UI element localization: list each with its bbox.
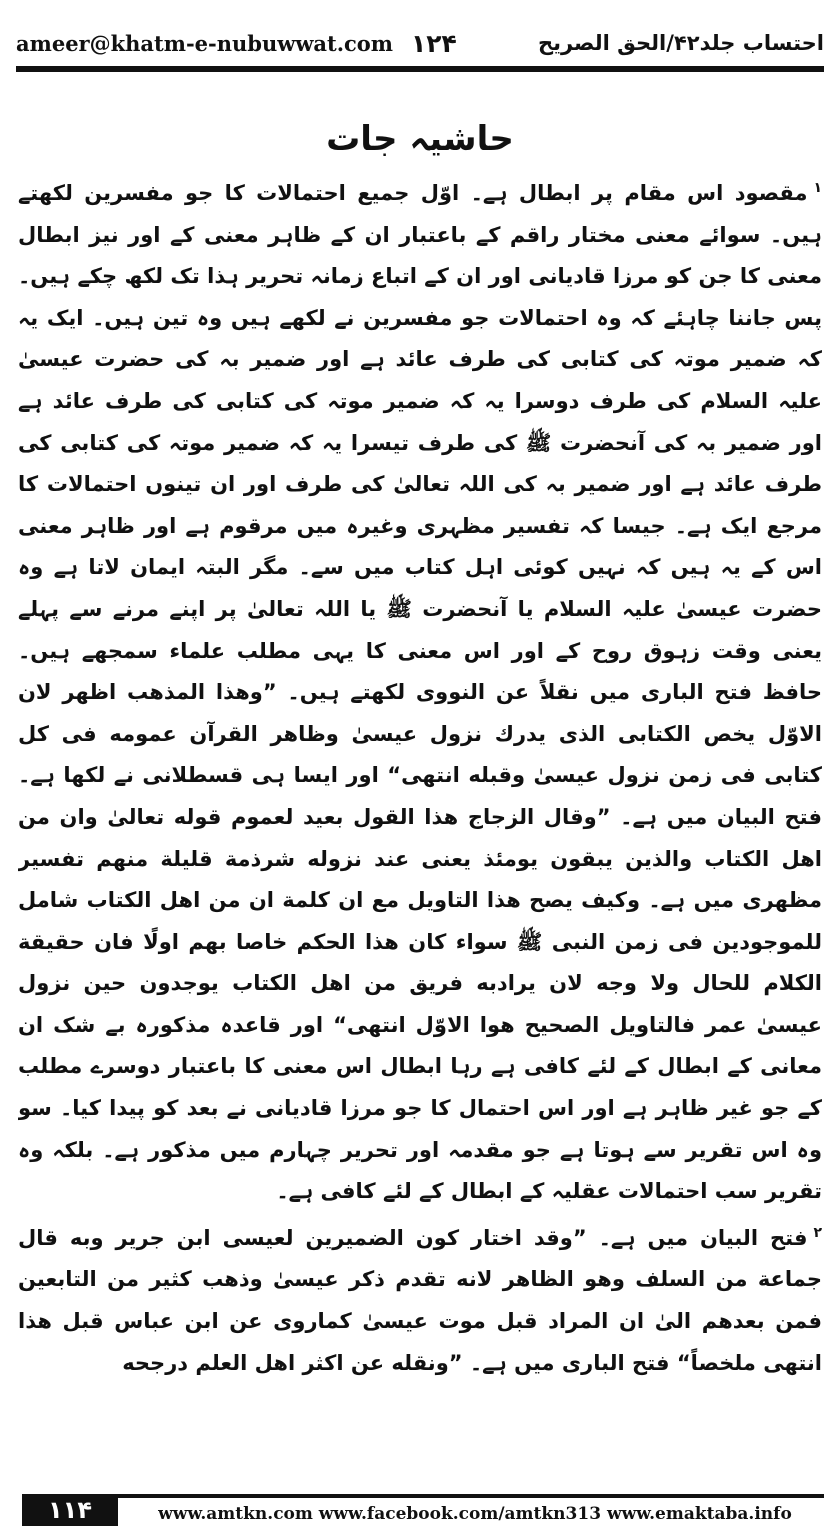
footnote-1 (18, 168, 822, 1213)
footer-links: www.amtkn.com www.facebook.com/amtkn313 www.emaktaba.info (158, 1504, 792, 1524)
header-left (16, 29, 457, 58)
section-heading: حاشیہ جات (326, 119, 514, 159)
header-book-title: احتساب جلد۴۲/الحق الصریح (537, 31, 824, 55)
footnote-1-text: مقصود اس مقام پر ابطال ہے۔ اوّل جمیع احتمالات کا جو مفسرین لکھتے ہیں۔ سوائے معنی مختار راقم کے باعتبار ان کے ظاہر معنی کے اور نیز ابطال معنی کا جن کو مرزا قادیانی اور ان کے اتباع زمانہ تحریر ہذا تک لکھ چکے ہیں۔ پس جاننا چاہئے کہ وہ احتمالات جو مفسرین نے لکھے ہیں وہ تین ہیں۔ ایک یہ کہ ضمیر موتہ کی کتابی کی طرف عائد ہے اور ضمیر بہ کی حضرت عیسیٰ علیہ السلام کی طرف دوسرا یہ کہ ضمیر موتہ کی کتابی کی طرف عائد ہے اور ضمیر بہ کی آنحضرت ﷺ کی طرف تیسرا یہ کہ ضمیر موتہ کی کتابی کی طرف عائد ہے اور ضمیر بہ کی اللہ تعالیٰ کی طرف اور ان تینوں احتمالات کا مرجع ایک ہے۔ جیسا کہ تفسیر مظہری وغیرہ میں مرقوم ہے اور ظاہر معنی اس کے یہ ہیں کہ نہیں کوئی اہل کتاب میں سے۔ مگر البتہ ایمان لاتا ہے وہ حضرت عیسیٰ علیہ السلام یا آنحضرت ﷺ یا اللہ تعالیٰ پر اپنے مرنے سے پہلے یعنی وقت زہوق روح کے اور اس معنی کا یہی مطلب علماء سمجھے ہیں۔ حافظ فتح الباری میں نقلاً عن النووی لکھتے ہیں۔ ”وهذا المذهب اظهر لان الاوّل يخص الكتابى الذى يدرك نزول عيسىٰ وظاهر القرآن عمومه فى كل كتابى فى زمن نزول عيسىٰ وقبله انتهى“ اور ایسا ہی قسطلانی نے لکھا ہے۔ فتح البیان میں ہے۔ ”وقال الزجاج هذا القول بعيد لعموم قوله تعالىٰ وان من اهل الكتاب والذين يبقون يومئذ يعنى عند نزوله شرذمة قليلة منهم تفسير مظهرى میں ہے۔ وكيف يصح هذا التاويل مع ان كلمة ان من اهل الكتاب شامل للموجودين فى زمن النبى ﷺ سواء كان هذا الحكم خاصا بهم اولًا فان حقيقة الكلام للحال ولا وجه لان يرادبه فريق من اهل الكتاب يوجدون حين نزول عيسىٰ عمر فالتاويل الصحيح هوا الاوّل انتهى“ اور قاعدہ مذکورہ بے شک ان معانی کے ابطال کے لئے کافی ہے رہا ابطال اس معنی کا باعتبار دوسرے مطلب کے جو غیر ظاہر ہے اور اس احتمال کا جو مرزا قادیانی نے بعد کو پیدا کیا۔ سو وہ اس تقریر سے ہوتا ہے جو مقدمہ اور تحریر چہارم میں مذکور ہے۔ بلکہ وہ تقریر سب احتمالات عقلیہ کے ابطال کے لئے کافی ہے۔ (18, 181, 822, 1204)
footnote-2 (18, 1213, 822, 1384)
footnote-2-marker: ۲ (813, 1224, 822, 1241)
footnote-2-text: فتح البیان میں ہے۔ ”وقد اختار كون الضميرين لعيسى ابن جرير وبه قال جماعة من السلف وهو الظاهر لانه تقدم ذكر عيسىٰ وذهب كثير من التابعين فمن بعدهم الىٰ ان المراد قبل موت عيسىٰ كماروى عن ابن عباس قبل هذا انتهى ملخصاً“ فتح الباری میں ہے۔ ”ونقله عن اكثر اهل العلم درجحه (18, 1225, 822, 1375)
page-header (16, 18, 824, 68)
footnote-1-marker: ۱ (813, 180, 822, 196)
footer-page-number: ۱۱۴ (22, 1494, 118, 1526)
header-page-number: ۱۲۴ (411, 28, 457, 58)
footnotes-body (18, 168, 822, 1473)
page-footer (16, 1494, 824, 1534)
footer-rule (116, 1494, 824, 1498)
header-rule (16, 66, 824, 72)
header-email: ameer@khatm-e-nubuwwat.com (16, 30, 394, 56)
